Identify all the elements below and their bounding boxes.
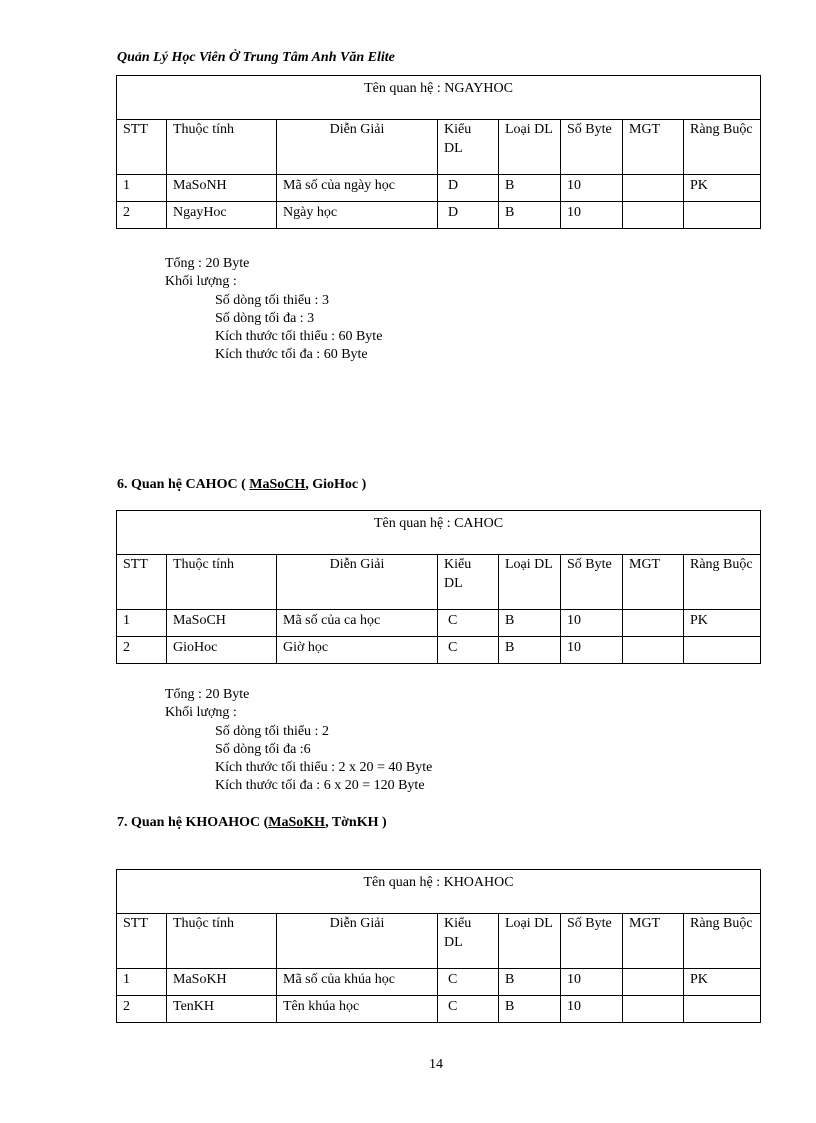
cell-data-type: D — [438, 175, 499, 202]
cell-attribute: MaSoKH — [167, 969, 277, 996]
cell-stt: 1 — [117, 969, 167, 996]
summary-cahoc — [165, 686, 432, 796]
section-suffix: , GioHoc ) — [305, 477, 367, 492]
cell-bytes: 10 — [561, 610, 623, 637]
cell-data-type: C — [438, 996, 499, 1023]
table-row — [117, 637, 761, 664]
cell-description: Ngày học — [277, 202, 438, 229]
cell-stt: 1 — [117, 175, 167, 202]
summary-min-size: Kích thước tối thiểu : 2 x 20 = 40 Byte — [215, 760, 433, 776]
cell-stt: 2 — [117, 202, 167, 229]
summary-max-rows: Số dòng tối đa :6 — [215, 741, 311, 757]
cell-data-kind: B — [499, 202, 561, 229]
column-header-row — [117, 120, 761, 175]
cell-mgt — [623, 610, 684, 637]
summary-min-rows: Số dòng tối thiểu : 3 — [215, 292, 329, 308]
cell-data-kind: B — [499, 175, 561, 202]
cell-description: Mã số của ngày học — [277, 175, 438, 202]
col-bytes: Số Byte — [561, 555, 623, 610]
col-mgt: MGT — [623, 555, 684, 610]
cell-bytes: 10 — [561, 175, 623, 202]
cell-mgt — [623, 637, 684, 664]
table-row — [117, 996, 761, 1023]
col-bytes: Số Byte — [561, 914, 623, 969]
cell-data-kind: B — [499, 610, 561, 637]
table-row — [117, 610, 761, 637]
summary-volume: Khối lượng : — [165, 274, 237, 290]
cell-attribute: MaSoNH — [167, 175, 277, 202]
section-primary-key: MaSoCH — [249, 477, 306, 492]
section-suffix: , TờnKH ) — [325, 815, 387, 830]
cell-constraint: PK — [684, 610, 761, 637]
section-prefix: 6. Quan hệ CAHOC ( — [117, 477, 250, 492]
col-bytes: Số Byte — [561, 120, 623, 175]
relation-table-khoahoc — [116, 869, 761, 1023]
cell-attribute: TenKH — [167, 996, 277, 1023]
summary-ngayhoc — [165, 255, 382, 365]
summary-max-size: Kích thước tối đa : 6 x 20 = 120 Byte — [215, 778, 425, 794]
col-data-type: Kiểu DL — [438, 914, 499, 969]
col-attribute: Thuộc tính — [167, 555, 277, 610]
section-primary-key: MaSoKH — [268, 815, 326, 830]
col-constraint: Ràng Buộc — [684, 120, 761, 175]
document-header: Quản Lý Học Viên Ở Trung Tâm Anh Văn Elite — [117, 50, 395, 65]
section-title-cahoc — [117, 477, 366, 493]
relation-table-cahoc — [116, 510, 761, 664]
table-row — [117, 202, 761, 229]
column-header-row — [117, 555, 761, 610]
cell-constraint — [684, 637, 761, 664]
cell-mgt — [623, 969, 684, 996]
cell-data-type: C — [438, 969, 499, 996]
cell-bytes: 10 — [561, 202, 623, 229]
cell-constraint: PK — [684, 969, 761, 996]
cell-description: Tên khúa học — [277, 996, 438, 1023]
section-title-khoahoc — [117, 815, 387, 831]
cell-mgt — [623, 202, 684, 229]
table-row — [117, 175, 761, 202]
cell-bytes: 10 — [561, 969, 623, 996]
cell-attribute: NgayHoc — [167, 202, 277, 229]
cell-constraint — [684, 996, 761, 1023]
col-constraint: Ràng Buộc — [684, 555, 761, 610]
cell-bytes: 10 — [561, 637, 623, 664]
page-number: 14 — [429, 1057, 443, 1072]
cell-data-kind: B — [499, 637, 561, 664]
col-mgt: MGT — [623, 120, 684, 175]
cell-description: Mã số của khúa học — [277, 969, 438, 996]
col-stt: STT — [117, 555, 167, 610]
cell-stt: 1 — [117, 610, 167, 637]
summary-min-rows: Số dòng tối thiểu : 2 — [215, 723, 329, 739]
summary-volume: Khối lượng : — [165, 705, 237, 721]
col-mgt: MGT — [623, 914, 684, 969]
relation-name: Tên quan hệ : CAHOC — [117, 511, 761, 555]
col-stt: STT — [117, 914, 167, 969]
col-description: Diễn Giải — [277, 120, 438, 175]
cell-data-type: C — [438, 637, 499, 664]
col-data-kind: Loại DL — [499, 914, 561, 969]
col-data-kind: Loại DL — [499, 555, 561, 610]
col-data-kind: Loại DL — [499, 120, 561, 175]
cell-constraint: PK — [684, 175, 761, 202]
cell-data-kind: B — [499, 969, 561, 996]
col-description: Diễn Giải — [277, 914, 438, 969]
col-attribute: Thuộc tính — [167, 914, 277, 969]
cell-attribute: MaSoCH — [167, 610, 277, 637]
cell-description: Mã số của ca học — [277, 610, 438, 637]
summary-total: Tổng : 20 Byte — [165, 687, 250, 702]
relation-name: Tên quan hệ : NGAYHOC — [117, 76, 761, 120]
cell-constraint — [684, 202, 761, 229]
summary-max-rows: Số dòng tối đa : 3 — [215, 310, 315, 326]
col-data-type: Kiểu DL — [438, 555, 499, 610]
relation-table-ngayhoc — [116, 75, 761, 229]
col-constraint: Ràng Buộc — [684, 914, 761, 969]
cell-data-type: C — [438, 610, 499, 637]
cell-mgt — [623, 996, 684, 1023]
cell-stt: 2 — [117, 996, 167, 1023]
summary-min-size: Kích thước tối thiểu : 60 Byte — [215, 329, 383, 345]
cell-attribute: GioHoc — [167, 637, 277, 664]
cell-data-type: D — [438, 202, 499, 229]
col-attribute: Thuộc tính — [167, 120, 277, 175]
cell-stt: 2 — [117, 637, 167, 664]
table-row — [117, 969, 761, 996]
summary-max-size: Kích thước tối đa : 60 Byte — [215, 347, 368, 363]
cell-bytes: 10 — [561, 996, 623, 1023]
cell-mgt — [623, 175, 684, 202]
col-stt: STT — [117, 120, 167, 175]
cell-description: Giờ học — [277, 637, 438, 664]
section-prefix: 7. Quan hệ KHOAHOC ( — [117, 815, 269, 830]
summary-total: Tổng : 20 Byte — [165, 256, 250, 271]
relation-name: Tên quan hệ : KHOAHOC — [117, 870, 761, 914]
col-description: Diễn Giải — [277, 555, 438, 610]
cell-data-kind: B — [499, 996, 561, 1023]
col-data-type: Kiểu DL — [438, 120, 499, 175]
column-header-row — [117, 914, 761, 969]
